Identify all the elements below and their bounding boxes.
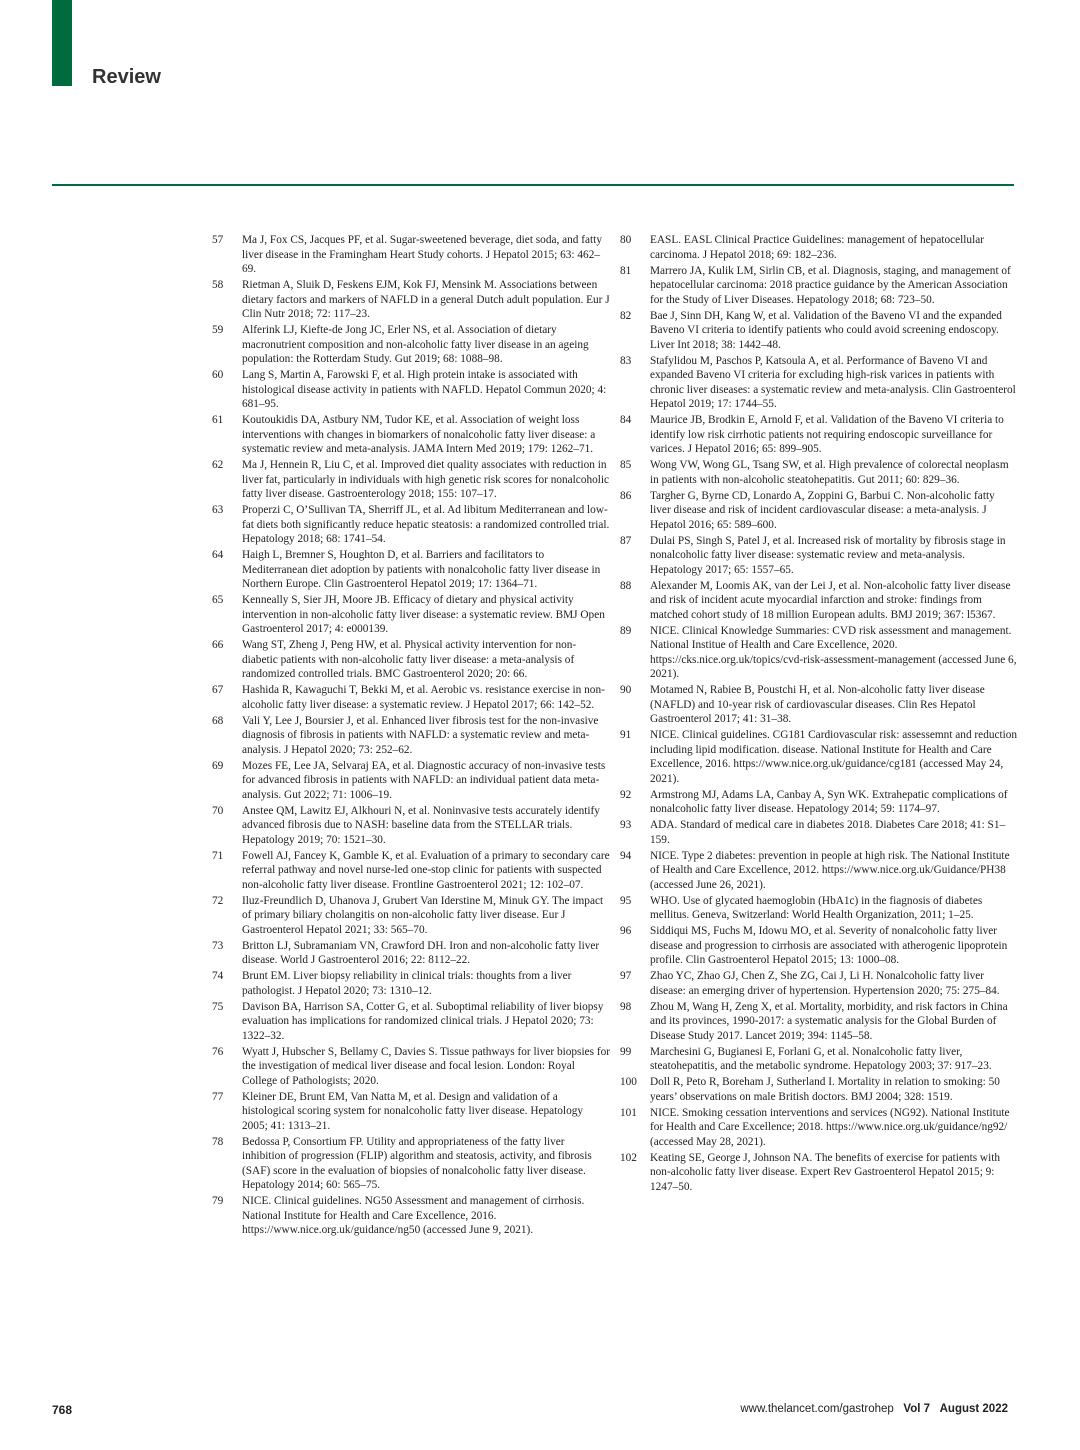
reference-item: [210, 323, 610, 367]
reference-item: [210, 368, 610, 412]
reference-number: 97: [620, 970, 632, 982]
reference-text: WHO. Use of glycated haemoglobin (HbA1c) in the fiagnosis of diabetes mellitus. Geneva, Switzerland: World Health Organization, 2011; 1–25.: [650, 894, 983, 921]
reference-text: Bae J, Sinn DH, Kang W, et al. Validation of the Baveno VI and the expanded Baveno VI criteria to identify patients who could avoid screening endoscopy. Liver Int 2018; 38: 1442–48.: [650, 309, 1002, 351]
reference-item: [210, 458, 610, 502]
reference-text: Haigh L, Bremner S, Houghton D, et al. Barriers and facilitators to Mediterranean diet adoption by patients with nonalcoholic fatty liver disease in Northern Europe. Clin Gastroenterol Hepatol 2019; 17: 1364–71.: [242, 549, 601, 590]
reference-item: [210, 1045, 610, 1089]
reference-number: 99: [620, 1045, 632, 1058]
reference-text: Alexander M, Loomis AK, van der Lei J, et al. Non-alcoholic fatty liver disease and risk of incident acute myocardial infarction and stroke: findings from matched cohort study of 18 million European adults. BMJ 2019; 367: l5367.: [650, 579, 1011, 621]
reference-number: 75: [212, 1000, 224, 1013]
reference-text: NICE. Clinical guidelines. CG181 Cardiovascular risk: assessemnt and reduction including lipid modification. disease. National Institute for Health and Care Excellence, 2016. https://www.nice.org.uk/guidance/cg181 (accessed May 24, 2021).: [650, 729, 1018, 785]
reference-number: 69: [212, 759, 224, 772]
reference-item: [618, 1106, 1018, 1150]
reference-item: [210, 413, 610, 457]
reference-text: Anstee QM, Lawitz EJ, Alkhouri N, et al. Noninvasive tests accurately identify advanced fibrosis due to NASH: baseline data from the STELLAR trials. Hepatology 2019; 70: 1521–30.: [242, 804, 600, 846]
reference-item: [618, 1000, 1018, 1044]
reference-item: [210, 638, 610, 682]
reference-text: Koutoukidis DA, Astbury NM, Tudor KE, et al. Association of weight loss interventions with changes in biomarkers of nonalcoholic fatty liver disease: a systematic review and meta-analysis. JAMA Intern Med 2019; 179: 1262–71.: [242, 414, 596, 455]
reference-text: Wyatt J, Hubscher S, Bellamy C, Davies S. Tissue pathways for liver biopsies for the investigation of medical liver disease and focal lesion. London: Royal College of Pathologists; 2020.: [242, 1045, 611, 1087]
journal-volume: Vol 7: [903, 1403, 931, 1415]
reference-item: [210, 548, 610, 592]
reference-text: Bedossa P, Consortium FP. Utility and appropriateness of the fatty liver inhibition of progression (FLIP) algorithm and steatosis, activity, and fibrosis (SAF) score in the evaluation of biopsies of nonalcoholic fatty liver disease. Hepatology 2014; 60: 565–75.: [242, 1135, 592, 1191]
reference-item: [618, 579, 1018, 623]
reference-text: Iluz-Freundlich D, Uhanova J, Grubert Van Iderstine M, Minuk GY. The impact of primary biliary cholangitis on non-alcoholic fatty liver disease. Eur J Gastroenterol Hepatol 2021; 33: 565–70.: [242, 894, 604, 936]
reference-list-left: [210, 233, 610, 1239]
reference-number: 90: [620, 684, 632, 696]
reference-item: [618, 728, 1018, 786]
reference-number: 96: [620, 925, 632, 937]
reference-item: [618, 788, 1018, 817]
reference-text: Wong VW, Wong GL, Tsang SW, et al. High prevalence of colorectal neoplasm in patients with non-alcoholic steatohepatitis. Gut 2011; 60: 829–36.: [650, 459, 1009, 486]
reference-number: 95: [620, 894, 632, 907]
reference-item: [618, 1075, 1018, 1104]
reference-number: 74: [212, 970, 224, 982]
reference-number: 60: [212, 369, 224, 381]
reference-item: [618, 458, 1018, 487]
reference-text: Motamed N, Rabiee B, Poustchi H, et al. Non-alcoholic fatty liver disease (NAFLD) and 10-year risk of cardiovascular diseases. Clin Res Hepatol Gastroenterol 2017; 41: 31–38.: [650, 684, 985, 725]
reference-item: [210, 1194, 610, 1238]
reference-number: 70: [212, 804, 224, 817]
header-rule: [52, 184, 1014, 186]
reference-number: 93: [620, 819, 632, 831]
reference-item: [618, 233, 1018, 262]
section-label: Review: [92, 66, 161, 88]
reference-item: [618, 413, 1018, 457]
reference-text: Marchesini G, Bugianesi E, Forlani G, et al. Nonalcoholic fatty liver, steatohepatitis, and the metabolic syndrome. Hepatology 2003; 37: 917–23.: [650, 1045, 992, 1072]
reference-number: 98: [620, 1000, 632, 1013]
reference-text: EASL. EASL Clinical Practice Guidelines: management of hepatocellular carcinoma. J Hepatol 2018; 69: 182–236.: [650, 234, 984, 261]
reference-item: [210, 804, 610, 848]
reference-item: [618, 969, 1018, 998]
reference-number: 80: [620, 234, 632, 246]
reference-item: [618, 1151, 1018, 1195]
reference-item: [618, 534, 1018, 578]
reference-text: Lang S, Martin A, Farowski F, et al. High protein intake is associated with histological disease activity in patients with NAFLD. Hepatol Commun 2020; 4: 681–95.: [242, 369, 607, 410]
reference-item: [210, 233, 610, 277]
reference-item: [210, 503, 610, 547]
reference-item: [618, 354, 1018, 412]
reference-item: [618, 489, 1018, 533]
page-number: 768: [52, 1403, 73, 1417]
reference-text: Davison BA, Harrison SA, Cotter G, et al. Suboptimal reliability of liver biopsy evaluation has implications for randomized clinical trials. J Hepatol 2020; 73: 1322–32.: [242, 1000, 604, 1042]
reference-item: [210, 714, 610, 758]
reference-text: Siddiqui MS, Fuchs M, Idowu MO, et al. Severity of nonalcoholic fatty liver disease and progression to cirrhosis are associated with atherogenic lipoprotein profile. Clin Gastroenterol Hepatol 2015; 13: 1000–08.: [650, 925, 1008, 966]
reference-text: ADA. Standard of medical care in diabetes 2018. Diabetes Care 2018; 41: S1–159.: [650, 819, 1006, 846]
reference-item: [618, 309, 1018, 353]
reference-number: 81: [620, 264, 632, 277]
reference-number: 57: [212, 234, 224, 246]
reference-number: 62: [212, 459, 224, 471]
reference-text: Brunt EM. Liver biopsy reliability in clinical trials: thoughts from a liver pathologist. J Hepatol 2020; 73: 1310–12.: [242, 970, 572, 997]
reference-text: Stafylidou M, Paschos P, Katsoula A, et al. Performance of Baveno VI and expanded Baveno VI criteria for excluding high-risk varices in patients with chronic liver diseases: a systematic review and meta-analysis. Clin Gastroenterol Hepatol 2019; 17: 1744–55.: [650, 354, 1016, 410]
reference-text: NICE. Type 2 diabetes: prevention in people at high risk. The National Institute of Health and Care Excellence, 2012. https://www.nice.org.uk/Guidance/PH38 (accessed June 26, 2021).: [650, 849, 1010, 891]
reference-number: 94: [620, 849, 632, 862]
reference-text: Vali Y, Lee J, Boursier J, et al. Enhanced liver fibrosis test for the non-invasive diagnosis of fibrosis in patients with NAFLD: a systematic review and meta-analysis. J Hepatol 2020; 73: 252–62.: [242, 714, 599, 756]
reference-item: [618, 683, 1018, 727]
reference-text: Keating SE, George J, Johnson NA. The benefits of exercise for patients with non-alcoholic fatty liver disease. Expert Rev Gastroenterol Hepatol 2015; 9: 1247–50.: [650, 1151, 1001, 1193]
reference-item: [618, 1045, 1018, 1074]
reference-number: 65: [212, 594, 224, 606]
reference-item: [210, 1135, 610, 1193]
reference-item: [618, 849, 1018, 893]
reference-number: 58: [212, 279, 224, 291]
reference-number: 86: [620, 489, 632, 502]
reference-number: 102: [620, 1151, 637, 1164]
reference-item: [618, 264, 1018, 308]
reference-item: [210, 759, 610, 803]
reference-text: Ma J, Fox CS, Jacques PF, et al. Sugar-sweetened beverage, diet soda, and fatty liver disease in the Framingham Heart Study cohorts. J Hepatol 2015; 63: 462–69.: [242, 234, 602, 275]
reference-text: Maurice JB, Brodkin E, Arnold F, et al. Validation of the Baveno VI criteria to identify low risk cirrhotic patients not requiring endoscopic surveillance for varices. J Hepatol 2016; 65: 899–905.: [650, 414, 1004, 455]
reference-text: Ma J, Hennein R, Liu C, et al. Improved diet quality associates with reduction in liver fat, particularly in individuals with high genetic risk scores for nonalcoholic fatty liver disease. Gastroenterology 2018; 155: 107–17.: [242, 459, 610, 500]
reference-item: [210, 939, 610, 968]
accent-bar: [52, 0, 72, 86]
reference-text: Alferink LJ, Kiefte-de Jong JC, Erler NS, et al. Association of dietary macronutrient composition and non-alcoholic fatty liver disease in an ageing population: the Rotterdam Study. Gut 2019; 68: 1088–98.: [242, 324, 589, 365]
reference-item: [618, 818, 1018, 847]
reference-text: NICE. Clinical Knowledge Summaries: CVD risk assessment and management. National Institue of Health and Care Excellence, 2020. https://cks.nice.org.uk/topics/cvd-risk-assessment-management (accessed June 6, 2021).: [650, 624, 1017, 680]
reference-number: 72: [212, 894, 224, 907]
journal-footer: [740, 1403, 1008, 1415]
reference-number: 83: [620, 354, 632, 367]
reference-number: 71: [212, 849, 224, 862]
journal-url[interactable]: www.thelancet.com/gastrohep: [740, 1403, 894, 1415]
reference-text: Fowell AJ, Fancey K, Gamble K, et al. Evaluation of a primary to secondary care referral pathway and novel nurse-led one-stop clinic for patients with suspected non-alcoholic fatty liver disease. Frontline Gastroenterol 2021; 12: 102–07.: [242, 849, 610, 891]
reference-number: 79: [212, 1195, 224, 1207]
reference-item: [210, 593, 610, 637]
reference-item: [618, 894, 1018, 923]
reference-number: 100: [620, 1076, 637, 1088]
reference-number: 85: [620, 459, 632, 471]
reference-number: 77: [212, 1090, 224, 1103]
reference-text: Mozes FE, Lee JA, Selvaraj EA, et al. Diagnostic accuracy of non-invasive tests for advanced fibrosis in patients with NAFLD: an individual patient data meta-analysis. Gut 2022; 71: 1006–19.: [242, 759, 606, 801]
reference-number: 89: [620, 624, 632, 637]
reference-item: [210, 1000, 610, 1044]
reference-text: NICE. Smoking cessation interventions and services (NG92). National Institute for Health and Care Excellence; 2018. https://www.nice.org.uk/guidance/ng92/ (accessed May 28, 2021).: [650, 1106, 1010, 1148]
reference-number: 82: [620, 309, 632, 322]
reference-number: 63: [212, 504, 224, 516]
reference-item: [210, 1090, 610, 1134]
reference-text: Rietman A, Sluik D, Feskens EJM, Kok FJ, Mensink M. Associations between dietary factors and markers of NAFLD in a general Dutch adult population. Eur J Clin Nutr 2018; 72: 117–23.: [242, 279, 610, 320]
reference-text: Britton LJ, Subramaniam VN, Crawford DH. Iron and non-alcoholic fatty liver disease. World J Gastroenterol 2016; 22: 8112–22.: [242, 939, 600, 966]
reference-number: 66: [212, 639, 224, 651]
reference-text: Targher G, Byrne CD, Lonardo A, Zoppini G, Barbui C. Non-alcoholic fatty liver disease and risk of incident cardiovascular disease: a meta-analysis. J Hepatol 2016; 65: 589–600.: [650, 489, 995, 531]
reference-number: 101: [620, 1106, 637, 1119]
reference-number: 67: [212, 684, 224, 696]
journal-date: August 2022: [939, 1403, 1008, 1415]
reference-list-right: [618, 233, 1018, 1196]
reference-item: [210, 683, 610, 712]
reference-text: Zhou M, Wang H, Zeng X, et al. Mortality, morbidity, and risk factors in China and its provinces, 1990-2017: a systematic analysis for the Global Burden of Disease Study 2017. Lancet 2019; 394: 1145–58.: [650, 1000, 1008, 1042]
reference-text: Armstrong MJ, Adams LA, Canbay A, Syn WK. Extrahepatic complications of nonalcoholic fatty liver disease. Hepatology 2014; 59: 1174–97.: [650, 788, 1008, 815]
reference-text: Doll R, Peto R, Boreham J, Sutherland I. Mortality in relation to smoking: 50 years’ observations on male British doctors. BMJ 2004; 328: 1519.: [650, 1076, 1000, 1103]
reference-item: [210, 278, 610, 322]
reference-item: [210, 969, 610, 998]
reference-text: NICE. Clinical guidelines. NG50 Assessment and management of cirrhosis. National Institute for Health and Care Excellence, 2016. https://www.nice.org.uk/guidance/ng50 (accessed June 9, 2021).: [242, 1195, 585, 1236]
reference-number: 87: [620, 534, 632, 547]
reference-number: 84: [620, 414, 632, 426]
reference-number: 64: [212, 549, 224, 561]
reference-number: 73: [212, 939, 224, 952]
reference-text: Zhao YC, Zhao GJ, Chen Z, She ZG, Cai J, Li H. Nonalcoholic fatty liver disease: an emerging driver of hypertension. Hypertension 2020; 75: 275–84.: [650, 970, 1000, 997]
reference-item: [210, 849, 610, 893]
reference-text: Kleiner DE, Brunt EM, Van Natta M, et al. Design and validation of a histological scoring system for nonalcoholic fatty liver disease. Hepatology 2005; 41: 1313–21.: [242, 1090, 584, 1132]
reference-text: Hashida R, Kawaguchi T, Bekki M, et al. Aerobic vs. resistance exercise in non-alcoholic fatty liver disease: a systematic review. J Hepatol 2017; 66: 142–52.: [242, 684, 605, 711]
reference-item: [618, 624, 1018, 682]
reference-text: Marrero JA, Kulik LM, Sirlin CB, et al. Diagnosis, staging, and management of hepatocellular carcinoma: 2018 practice guidance by the American Association for the Study of Liver Diseases. Hepatology 2018; 68: 723–50.: [650, 264, 1011, 306]
reference-text: Kenneally S, Sier JH, Moore JB. Efficacy of dietary and physical activity intervention in non-alcoholic fatty liver disease: a systematic review. BMJ Open Gastroenterol 2017; 4: e000139.: [242, 594, 605, 635]
reference-number: 78: [212, 1135, 224, 1148]
reference-number: 61: [212, 414, 224, 426]
reference-text: Dulai PS, Singh S, Patel J, et al. Increased risk of mortality by fibrosis stage in nonalcoholic fatty liver disease: systematic review and meta-analysis. Hepatology 2017; 65: 1557–65.: [650, 534, 1006, 576]
reference-number: 76: [212, 1045, 224, 1058]
reference-number: 88: [620, 579, 632, 592]
reference-number: 59: [212, 324, 224, 336]
reference-number: 92: [620, 788, 632, 801]
reference-item: [210, 894, 610, 938]
reference-number: 68: [212, 714, 224, 727]
reference-item: [618, 924, 1018, 968]
reference-text: Wang ST, Zheng J, Peng HW, et al. Physical activity intervention for non-diabetic patients with non-alcoholic fatty liver disease: a meta-analysis of randomized controlled trials. BMC Gastroenterol 2020; 20: 66.: [242, 639, 577, 680]
reference-number: 91: [620, 729, 632, 741]
reference-text: Properzi C, O’Sullivan TA, Sherriff JL, et al. Ad libitum Mediterranean and low-fat diets both significantly reduce hepatic steatosis: a randomized controlled trial. Hepatology 2018; 68: 1741–54.: [242, 504, 610, 545]
